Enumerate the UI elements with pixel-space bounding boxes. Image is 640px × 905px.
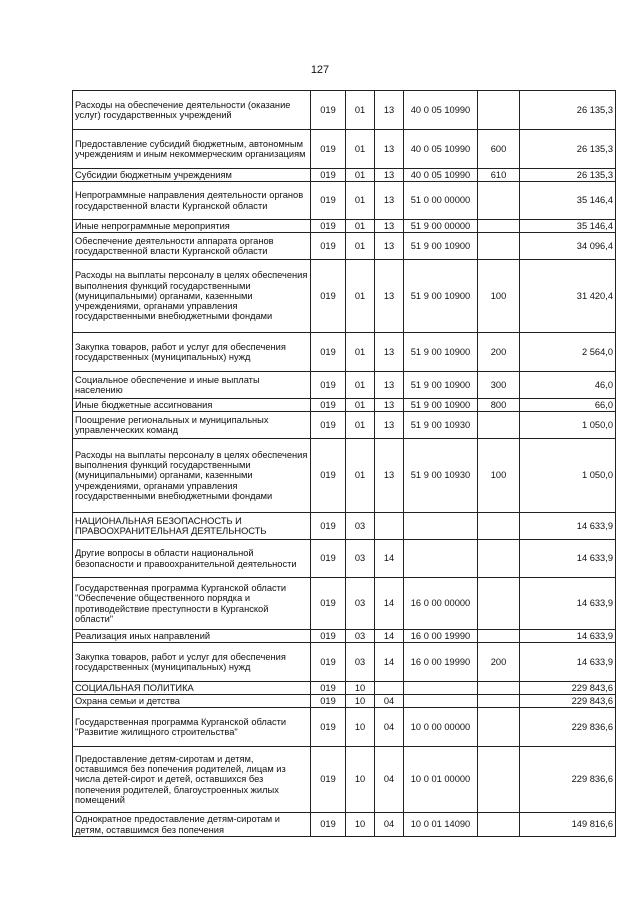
cell-ved: 019 xyxy=(311,708,346,747)
cell-pr: 04 xyxy=(375,813,404,837)
cell-pr: 13 xyxy=(375,372,404,399)
cell-ved: 019 xyxy=(311,220,346,233)
table-row xyxy=(73,708,616,747)
cell-vr xyxy=(478,695,520,708)
cell-pr: 13 xyxy=(375,130,404,169)
cell-rz: 01 xyxy=(346,233,375,260)
cell-rz: 10 xyxy=(346,695,375,708)
cell-csr: 51 9 00 10930 xyxy=(404,439,478,513)
cell-ved: 019 xyxy=(311,643,346,682)
cell-sum: 14 633,9 xyxy=(520,540,616,578)
cell-csr: 51 9 00 10900 xyxy=(404,333,478,372)
cell-ved: 019 xyxy=(311,540,346,578)
table-row xyxy=(73,813,616,837)
cell-name: Иные непрограммные мероприятия xyxy=(73,220,311,233)
cell-sum: 1 050,0 xyxy=(520,412,616,439)
cell-csr: 51 9 00 10900 xyxy=(404,233,478,260)
cell-vr xyxy=(478,682,520,695)
cell-vr xyxy=(478,708,520,747)
table-row xyxy=(73,220,616,233)
cell-sum: 229 843,6 xyxy=(520,682,616,695)
cell-ved: 019 xyxy=(311,513,346,540)
cell-ved: 019 xyxy=(311,695,346,708)
cell-pr: 13 xyxy=(375,220,404,233)
cell-vr xyxy=(478,747,520,813)
cell-pr: 14 xyxy=(375,578,404,630)
cell-name: Поощрение региональных и муниципальных управленческих команд xyxy=(73,412,311,439)
cell-rz: 03 xyxy=(346,540,375,578)
cell-ved: 019 xyxy=(311,233,346,260)
cell-sum: 14 633,9 xyxy=(520,643,616,682)
cell-sum: 26 135,3 xyxy=(520,91,616,130)
cell-sum: 1 050,0 xyxy=(520,439,616,513)
cell-name: Предоставление субсидий бюджетным, автономным учреждениям и иным некоммерческим организациям xyxy=(73,130,311,169)
cell-rz: 01 xyxy=(346,333,375,372)
cell-csr: 10 0 01 00000 xyxy=(404,747,478,813)
cell-pr: 04 xyxy=(375,695,404,708)
table-row xyxy=(73,439,616,513)
cell-rz: 03 xyxy=(346,578,375,630)
cell-ved: 019 xyxy=(311,372,346,399)
cell-rz: 01 xyxy=(346,412,375,439)
cell-vr xyxy=(478,578,520,630)
cell-csr: 51 9 00 10930 xyxy=(404,412,478,439)
table-row xyxy=(73,747,616,813)
cell-sum: 26 135,3 xyxy=(520,130,616,169)
cell-vr xyxy=(478,630,520,643)
table-row xyxy=(73,412,616,439)
cell-rz: 01 xyxy=(346,182,375,220)
cell-name: НАЦИОНАЛЬНАЯ БЕЗОПАСНОСТЬ И ПРАВООХРАНИТЕЛЬНАЯ ДЕЯТЕЛЬНОСТЬ xyxy=(73,513,311,540)
cell-rz: 01 xyxy=(346,91,375,130)
page-number: 127 xyxy=(310,64,330,76)
cell-name: Расходы на выплаты персоналу в целях обеспечения выполнения функций государственными (муниципальными) органами, казенными учреждениями, органами управления государственными внебюджетными фондами xyxy=(73,260,311,333)
cell-vr xyxy=(478,91,520,130)
cell-name: Однократное предоставление детям-сиротам и детям, оставшимся без попечения xyxy=(73,813,311,837)
cell-sum: 35 146,4 xyxy=(520,220,616,233)
cell-sum: 14 633,9 xyxy=(520,630,616,643)
cell-sum: 14 633,9 xyxy=(520,578,616,630)
cell-ved: 019 xyxy=(311,682,346,695)
table-row xyxy=(73,91,616,130)
cell-name: Государственная программа Курганской области "Обеспечение общественного порядка и противодействие преступности в Курганской области" xyxy=(73,578,311,630)
cell-vr: 800 xyxy=(478,399,520,412)
cell-sum: 35 146,4 xyxy=(520,182,616,220)
cell-ved: 019 xyxy=(311,260,346,333)
cell-pr: 04 xyxy=(375,708,404,747)
table-row xyxy=(73,372,616,399)
cell-csr: 51 9 00 00000 xyxy=(404,220,478,233)
cell-csr xyxy=(404,540,478,578)
cell-name: Закупка товаров, работ и услуг для обеспечения государственных (муниципальных) нужд xyxy=(73,333,311,372)
table-body xyxy=(73,91,616,837)
table-row xyxy=(73,169,616,182)
cell-pr: 13 xyxy=(375,439,404,513)
cell-vr xyxy=(478,813,520,837)
cell-rz: 01 xyxy=(346,439,375,513)
cell-rz: 01 xyxy=(346,220,375,233)
cell-name: Другие вопросы в области национальной безопасности и правоохранительной деятельности xyxy=(73,540,311,578)
cell-name: Предоставление детям-сиротам и детям, оставшимся без попечения родителей, лицам из числа детей-сирот и детей, оставшихся без попечения родителей, благоустроенных жилых помещений xyxy=(73,747,311,813)
table-row xyxy=(73,643,616,682)
cell-csr xyxy=(404,695,478,708)
cell-pr: 13 xyxy=(375,169,404,182)
cell-rz: 03 xyxy=(346,643,375,682)
cell-ved: 019 xyxy=(311,169,346,182)
cell-csr: 51 9 00 10900 xyxy=(404,260,478,333)
cell-rz: 03 xyxy=(346,513,375,540)
table-row xyxy=(73,682,616,695)
cell-name: Непрограммные направления деятельности органов государственной власти Курганской области xyxy=(73,182,311,220)
cell-csr: 40 0 05 10990 xyxy=(404,91,478,130)
cell-vr: 600 xyxy=(478,130,520,169)
cell-ved: 019 xyxy=(311,630,346,643)
cell-ved: 019 xyxy=(311,578,346,630)
cell-sum: 229 836,6 xyxy=(520,747,616,813)
table-row xyxy=(73,578,616,630)
table-row xyxy=(73,513,616,540)
cell-pr: 13 xyxy=(375,412,404,439)
cell-ved: 019 xyxy=(311,813,346,837)
cell-csr: 16 0 00 19990 xyxy=(404,643,478,682)
cell-name: Закупка товаров, работ и услуг для обеспечения государственных (муниципальных) нужд xyxy=(73,643,311,682)
table-row xyxy=(73,260,616,333)
cell-sum: 34 096,4 xyxy=(520,233,616,260)
cell-name: Социальное обеспечение и иные выплаты населению xyxy=(73,372,311,399)
cell-vr: 300 xyxy=(478,372,520,399)
table-row xyxy=(73,333,616,372)
cell-ved: 019 xyxy=(311,182,346,220)
cell-ved: 019 xyxy=(311,91,346,130)
cell-pr xyxy=(375,513,404,540)
cell-sum: 149 816,6 xyxy=(520,813,616,837)
cell-pr: 14 xyxy=(375,540,404,578)
cell-pr: 14 xyxy=(375,630,404,643)
table-row xyxy=(73,695,616,708)
cell-rz: 03 xyxy=(346,630,375,643)
budget-table xyxy=(72,90,616,837)
cell-vr: 610 xyxy=(478,169,520,182)
cell-sum: 66,0 xyxy=(520,399,616,412)
cell-name: Расходы на выплаты персоналу в целях обеспечения выполнения функций государственными (муниципальными) органами, казенными учреждениями, органами управления государственными внебюджетными фондами xyxy=(73,439,311,513)
table-row xyxy=(73,130,616,169)
cell-pr: 13 xyxy=(375,399,404,412)
cell-ved: 019 xyxy=(311,399,346,412)
table-row xyxy=(73,630,616,643)
cell-vr xyxy=(478,182,520,220)
cell-vr: 100 xyxy=(478,260,520,333)
cell-rz: 10 xyxy=(346,708,375,747)
cell-pr: 13 xyxy=(375,260,404,333)
table-row xyxy=(73,182,616,220)
cell-csr: 51 9 00 10900 xyxy=(404,399,478,412)
cell-pr: 13 xyxy=(375,91,404,130)
cell-pr xyxy=(375,682,404,695)
cell-sum: 46,0 xyxy=(520,372,616,399)
cell-csr: 51 0 00 00000 xyxy=(404,182,478,220)
cell-csr xyxy=(404,682,478,695)
cell-ved: 019 xyxy=(311,439,346,513)
cell-rz: 10 xyxy=(346,682,375,695)
cell-csr xyxy=(404,513,478,540)
cell-pr: 13 xyxy=(375,182,404,220)
cell-sum: 31 420,4 xyxy=(520,260,616,333)
cell-sum: 2 564,0 xyxy=(520,333,616,372)
cell-csr: 51 9 00 10900 xyxy=(404,372,478,399)
cell-csr: 40 0 05 10990 xyxy=(404,169,478,182)
cell-vr xyxy=(478,220,520,233)
cell-pr: 14 xyxy=(375,643,404,682)
cell-vr xyxy=(478,540,520,578)
cell-sum: 229 836,6 xyxy=(520,708,616,747)
cell-sum: 26 135,3 xyxy=(520,169,616,182)
cell-rz: 10 xyxy=(346,813,375,837)
cell-name: Охрана семьи и детства xyxy=(73,695,311,708)
cell-vr xyxy=(478,412,520,439)
cell-rz: 01 xyxy=(346,372,375,399)
cell-vr: 200 xyxy=(478,643,520,682)
table-row xyxy=(73,399,616,412)
cell-ved: 019 xyxy=(311,412,346,439)
cell-csr: 16 0 00 19990 xyxy=(404,630,478,643)
cell-rz: 01 xyxy=(346,130,375,169)
cell-name: Расходы на обеспечение деятельности (оказание услуг) государственных учреждений xyxy=(73,91,311,130)
cell-csr: 10 0 01 14090 xyxy=(404,813,478,837)
cell-rz: 01 xyxy=(346,260,375,333)
cell-sum: 229 843,6 xyxy=(520,695,616,708)
cell-rz: 01 xyxy=(346,169,375,182)
cell-name: Субсидии бюджетным учреждениям xyxy=(73,169,311,182)
cell-name: Государственная программа Курганской области "Развитие жилищного строительства" xyxy=(73,708,311,747)
table-row xyxy=(73,540,616,578)
cell-ved: 019 xyxy=(311,333,346,372)
cell-sum: 14 633,9 xyxy=(520,513,616,540)
cell-name: Иные бюджетные ассигнования xyxy=(73,399,311,412)
cell-vr: 100 xyxy=(478,439,520,513)
cell-vr xyxy=(478,513,520,540)
cell-vr xyxy=(478,233,520,260)
cell-csr: 10 0 00 00000 xyxy=(404,708,478,747)
table-row xyxy=(73,233,616,260)
cell-name: Обеспечение деятельности аппарата органов государственной власти Курганской области xyxy=(73,233,311,260)
cell-pr: 13 xyxy=(375,233,404,260)
cell-name: СОЦИАЛЬНАЯ ПОЛИТИКА xyxy=(73,682,311,695)
cell-vr: 200 xyxy=(478,333,520,372)
cell-csr: 16 0 00 00000 xyxy=(404,578,478,630)
cell-pr: 13 xyxy=(375,333,404,372)
cell-rz: 01 xyxy=(346,399,375,412)
cell-ved: 019 xyxy=(311,130,346,169)
cell-name: Реализация иных направлений xyxy=(73,630,311,643)
cell-ved: 019 xyxy=(311,747,346,813)
cell-rz: 10 xyxy=(346,747,375,813)
cell-pr: 04 xyxy=(375,747,404,813)
cell-csr: 40 0 05 10990 xyxy=(404,130,478,169)
